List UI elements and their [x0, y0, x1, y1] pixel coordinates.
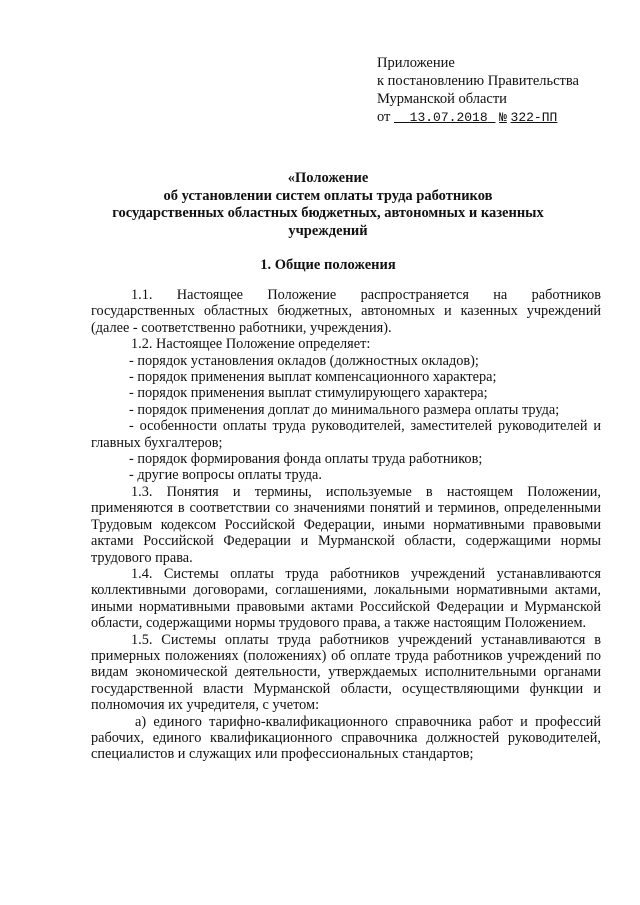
section-body [91, 287, 601, 763]
resolution-number: 322-ПП [510, 110, 558, 125]
appendix-resolution: к постановлению Правительства [377, 73, 579, 89]
list-item: - порядок установления окладов (должностных окладов); [129, 352, 479, 369]
document-title [88, 170, 568, 240]
resolution-date: 13.07.2018 [409, 110, 488, 125]
paragraph-1-1: 1.1. Настоящее Положение распространяется на работников государственных областных бюджетных, автономных и казенных учреждений (далее - соответственно работники, учреждения). [91, 287, 601, 336]
title-line-2: об установлении систем оплаты труда работников [163, 187, 493, 204]
list-item: - порядок применения выплат стимулирующего характера; [129, 385, 488, 402]
paragraph-1-2: 1.2. Настоящее Положение определяет: [131, 336, 371, 353]
title-line-4: учреждений [288, 222, 368, 239]
appendix-header [377, 54, 579, 127]
title-line-3: государственных областных бюджетных, автономных и казенных [112, 205, 544, 221]
list-item: - порядок применения выплат компенсационного характера; [129, 369, 497, 386]
list-item: - другие вопросы оплаты труда. [129, 467, 322, 484]
paragraph-1-5: 1.5. Системы оплаты труда работников учреждений устанавливаются в примерных положениях (положениях) об оплате труда работников учреждений по видам экономической деятельности, утверждаемых исполнительными органами государственной власти Мурманской области, осуществляющими функции и полномочия их учредителя, с учетом: [91, 631, 601, 714]
number-prefix: № [499, 110, 507, 125]
paragraph-1-3: 1.3. Понятия и термины, используемые в настоящем Положении, применяются в соответствии со значениями понятий и терминов, определенными Трудовым кодексом Российской Федерации, иными нормативными правовыми актами Российской Федерации и Мурманской области, содержащими нормы трудового права. [91, 483, 601, 566]
list-item: - порядок применения доплат до минимального размера оплаты труда; [129, 401, 560, 418]
list-item: - особенности оплаты труда руководителей, заместителей руководителей и главных бухгалтеров; [91, 418, 601, 451]
title-line-1: «Положение [287, 170, 369, 186]
subitem-a: а) единого тарифно-квалификационного справочника работ и профессий рабочих, единого квалификационного справочника должностей руководителей, специалистов и служащих или профессиональных стандартов; [91, 713, 601, 763]
appendix-label: Приложение [377, 55, 455, 71]
date-prefix: от [377, 109, 391, 125]
appendix-date-line [377, 108, 579, 127]
section-heading: 1. Общие положения [260, 257, 396, 273]
paragraph-1-4: 1.4. Системы оплаты труда работников учреждений устанавливаются коллективными договорами, соглашениями, локальными нормативными актами, иными нормативными правовыми актами Российской Федерации и Мурманской области, содержащими нормы трудового права, а также настоящим Положением. [91, 565, 601, 632]
list-item: - порядок формирования фонда оплаты труда работников; [129, 451, 483, 468]
appendix-region: Мурманской области [377, 91, 507, 107]
